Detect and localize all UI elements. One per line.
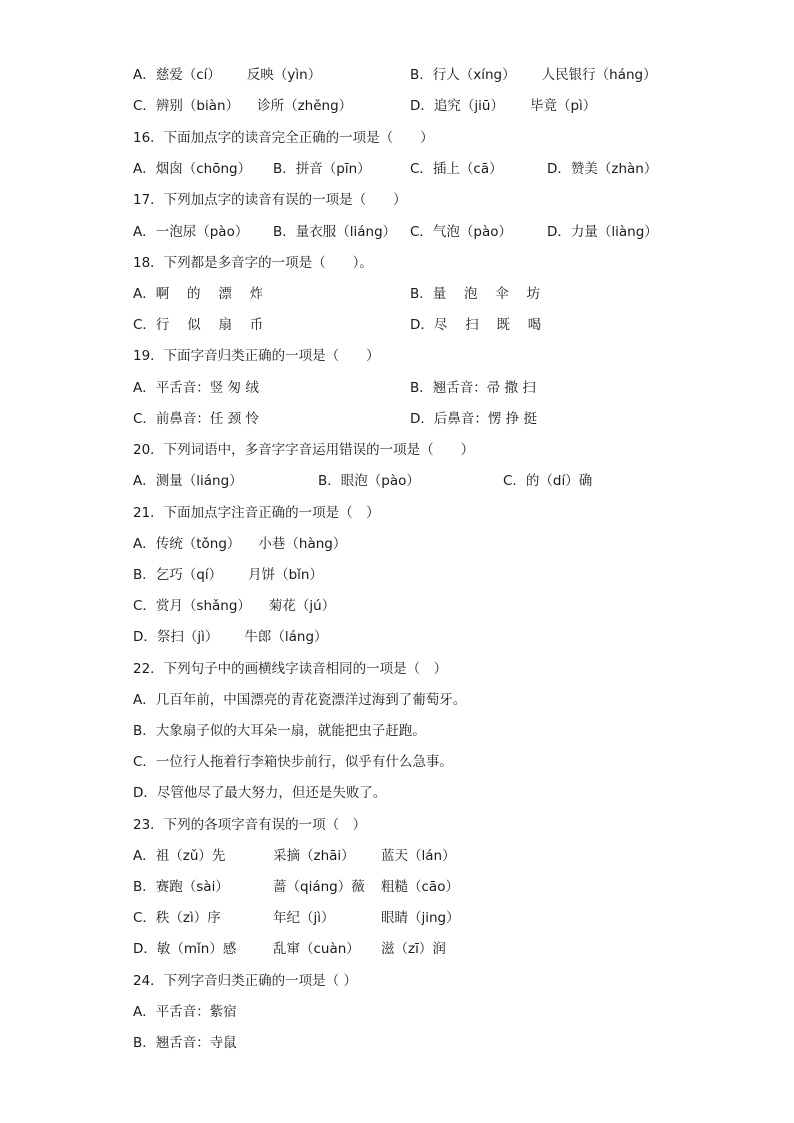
- option-c[interactable]: C．气泡（pào）: [410, 224, 513, 240]
- option-a[interactable]: A．一泡尿（pào）: [133, 224, 249, 240]
- option-a[interactable]: A．平舌音：竖 匆 绒: [133, 380, 259, 396]
- option-a-word-2: 小巷（hàng）: [258, 536, 347, 552]
- q20-options: [133, 470, 754, 492]
- option-b[interactable]: B．拼音（pīn）: [273, 161, 371, 177]
- option-b[interactable]: B．翘舌音：帚 撒 扫: [410, 380, 536, 396]
- question-17: 17．下列加点字的读音有误的一项是（ ）: [133, 192, 407, 208]
- option-d: D．敏（mǐn）感: [133, 941, 237, 957]
- option-d: D．祭扫（jì）: [133, 629, 219, 645]
- option-d-word-2: 毕竟（pì）: [529, 98, 597, 114]
- option-a-word-2: 反映（yìn）: [246, 67, 322, 83]
- option-b[interactable]: B．量 泡 伞 坊: [410, 286, 541, 302]
- q19-options-row-2: [133, 408, 754, 430]
- question-20: 20．下列词语中，多音字字音运用错误的一项是（ ）: [133, 442, 475, 458]
- question-16: 16．下面加点字的读音完全正确的一项是（ ）: [133, 130, 434, 146]
- option-b[interactable]: B．量衣服（liáng）: [273, 224, 397, 240]
- option-a[interactable]: A．测量（liáng）: [133, 473, 243, 489]
- q24-option-b[interactable]: B．翘舌音：寺鼠: [133, 1035, 237, 1051]
- question-23: 23．下列的各项字音有误的一项（ ）: [133, 817, 367, 833]
- option-b[interactable]: B．眼泡（pào）: [318, 473, 420, 489]
- q21-option-d[interactable]: [133, 626, 754, 648]
- option-c: C．赏月（shǎng）: [133, 598, 251, 614]
- option-a-word-3: 蓝天（lán）: [381, 848, 456, 864]
- option-c-word-2: 诊所（zhěng）: [257, 98, 353, 114]
- option-d-word-3: 滋（zī）润: [381, 941, 446, 957]
- option-c[interactable]: C．行 似 扇 币: [133, 317, 264, 333]
- option-c-word-2: 菊花（jú）: [268, 598, 336, 614]
- q21-option-b[interactable]: [133, 564, 754, 586]
- option-d-word-2: 乱窜（cuàn）: [273, 941, 360, 957]
- question-18: 18．下列都是多音字的一项是（ ）。: [133, 255, 373, 271]
- q17-options: [133, 221, 754, 243]
- option-b-word-2: 月饼（bǐn）: [248, 567, 323, 583]
- option-c: C．秩（zì）序: [133, 910, 221, 926]
- q19-options-row-1: [133, 377, 754, 399]
- option-b: B．赛跑（sài）: [133, 879, 229, 895]
- option-d[interactable]: D．赞美（zhàn）: [547, 161, 658, 177]
- option-a[interactable]: A．啊 的 漂 炸: [133, 286, 264, 302]
- question-19: 19．下面字音归类正确的一项是（ ）: [133, 348, 380, 364]
- option-c[interactable]: C．辨别（biàn）: [133, 98, 240, 114]
- question-21: 21．下面加点字注音正确的一项是（ ）: [133, 505, 380, 521]
- option-b-word-2: 人民银行（háng）: [541, 67, 657, 83]
- option-d[interactable]: D．后鼻音：愣 挣 挺: [410, 411, 537, 427]
- q23-option-b[interactable]: [133, 876, 754, 898]
- option-b: B．乞巧（qí）: [133, 567, 223, 583]
- q16-options: [133, 158, 754, 180]
- q23-option-c[interactable]: [133, 907, 754, 929]
- q15-options-row-2: [133, 95, 754, 117]
- option-b-word-3: 粗糙（cāo）: [381, 879, 459, 895]
- option-c-word-2: 年纪（jì）: [273, 910, 335, 926]
- option-a[interactable]: A．烟囱（chōng）: [133, 161, 252, 177]
- option-c[interactable]: C．前鼻音：任 颈 怜: [133, 411, 260, 427]
- q18-options-row-2: [133, 314, 754, 336]
- q15-options-row-1: [133, 64, 754, 86]
- q23-option-a[interactable]: [133, 845, 754, 867]
- option-a-word-2: 采摘（zhāi）: [273, 848, 355, 864]
- option-c[interactable]: C．的（dí）确: [503, 473, 593, 489]
- option-b[interactable]: B．行人（xíng）: [410, 67, 516, 83]
- option-d[interactable]: D．尽 扫 既 喝: [410, 317, 542, 333]
- option-c[interactable]: C．插上（cā）: [410, 161, 503, 177]
- q21-option-c[interactable]: [133, 595, 754, 617]
- option-d-word-2: 牛郎（láng）: [244, 629, 328, 645]
- option-a: A．祖（zǔ）先: [133, 848, 226, 864]
- question-22: 22．下列句子中的画横线字读音相同的一项是（ ）: [133, 661, 448, 677]
- question-24: 24．下列字音归类正确的一项是（ ）: [133, 973, 357, 989]
- q22-option-b[interactable]: B．大象扇子似的大耳朵一扇，就能把虫子赶跑。: [133, 723, 426, 739]
- q18-options-row-1: [133, 283, 754, 305]
- q22-option-a[interactable]: A．几百年前，中国漂亮的青花瓷漂洋过海到了葡萄牙。: [133, 692, 467, 708]
- option-c-word-3: 眼睛（jing）: [381, 910, 460, 926]
- q23-option-d[interactable]: [133, 938, 754, 960]
- option-a[interactable]: A．慈爱（cí）: [133, 67, 221, 83]
- option-d[interactable]: D．力量（liàng）: [547, 224, 658, 240]
- option-b-word-2: 蔷（qiáng）薇: [273, 879, 365, 895]
- q24-option-a[interactable]: A．平舌音：紫宿: [133, 1004, 237, 1020]
- option-d[interactable]: D．追究（jiū）: [410, 98, 504, 114]
- q22-option-d[interactable]: D．尽管他尽了最大努力，但还是失败了。: [133, 785, 387, 801]
- q22-option-c[interactable]: C．一位行人拖着行李箱快步前行，似乎有什么急事。: [133, 754, 453, 770]
- option-a: A．传统（tǒng）: [133, 536, 241, 552]
- q21-option-a[interactable]: [133, 533, 754, 555]
